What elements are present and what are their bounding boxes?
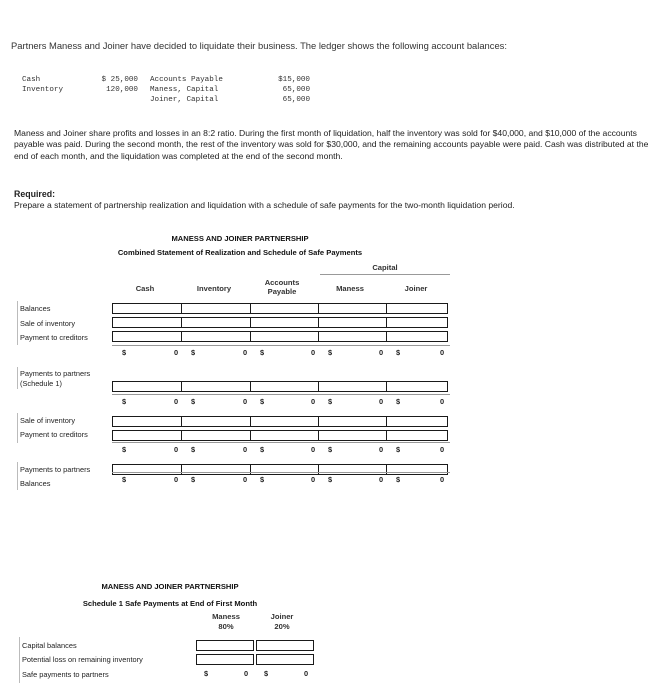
subtotal3-cash-currency: $ [122, 445, 127, 454]
sale1-cash-input[interactable] [112, 317, 182, 328]
paypartners2-inventory-input[interactable] [181, 464, 251, 475]
capital-header: Capital [372, 263, 398, 272]
final-balance-inventory-value: 0 [243, 475, 248, 484]
final-balance-maness-value: 0 [379, 475, 384, 484]
paypartners1-cash-input[interactable] [112, 381, 182, 392]
subtotal2-joiner-value: 0 [440, 397, 445, 406]
subtotal2-accounts-payable-value: 0 [311, 397, 316, 406]
paycred2-accounts-payable-input[interactable] [250, 430, 319, 441]
final-balance-cash-currency: $ [122, 475, 127, 484]
subtotal3-maness-currency: $ [328, 445, 333, 454]
subtotal2-rule [112, 394, 450, 395]
ledger-left-labels [22, 75, 63, 95]
row-label-paycred1: Payment to creditors [20, 333, 88, 342]
balances-cash-input[interactable] [112, 303, 182, 314]
balances-inventory-input[interactable] [181, 303, 251, 314]
safe-payment-joiner-value: 0 [304, 669, 309, 678]
subtotal2-cash-currency: $ [122, 397, 127, 406]
row-label-paypartners1: Payments to partners (Schedule 1) [20, 369, 91, 388]
row-label-paypartners2: Payments to partners [20, 465, 91, 474]
label-group-0 [17, 301, 112, 345]
subtotal3-cash-value: 0 [174, 445, 179, 454]
required-text: Prepare a statement of partnership realization and liquidation with a schedule of safe payments for the two-month liquidation period. [14, 200, 515, 210]
paypartners1-maness-input[interactable] [318, 381, 387, 392]
table1-title: MANESS AND JOINER PARTNERSHIP [171, 234, 309, 243]
label-group-3 [17, 462, 112, 490]
subtotal1-accounts-payable-currency: $ [260, 348, 265, 357]
subtotal2-maness-value: 0 [379, 397, 384, 406]
table2-subtitle: Schedule 1 Safe Payments at End of First Month [82, 599, 258, 608]
ledger-value-inventory: 120,000 [106, 86, 138, 94]
table2-title: MANESS AND JOINER PARTNERSHIP [101, 582, 239, 591]
subtotal2-joiner-currency: $ [396, 397, 401, 406]
paycred1-maness-input[interactable] [318, 331, 387, 342]
sale2-inventory-input[interactable] [181, 416, 251, 427]
capital-balance-joiner-input[interactable] [256, 640, 314, 651]
intro-text: Partners Maness and Joiner have decided to liquidate their business. The ledger shows the following account balances: [11, 40, 507, 51]
col-inventory: Inventory [196, 284, 232, 293]
row-label-paycred2: Payment to creditors [20, 430, 88, 439]
balances-joiner-input[interactable] [386, 303, 448, 314]
row-label-balances: Balances [20, 304, 51, 313]
balances-maness-input[interactable] [318, 303, 387, 314]
potential-loss-joiner-input[interactable] [256, 654, 314, 665]
required-heading: Required: [14, 189, 56, 199]
ledger-value-cash: $ 25,000 [101, 76, 138, 84]
paycred2-cash-input[interactable] [112, 430, 182, 441]
sale1-accounts-payable-input[interactable] [250, 317, 319, 328]
paycred1-inventory-input[interactable] [181, 331, 251, 342]
subtotal1-cash-value: 0 [174, 348, 179, 357]
sale1-maness-input[interactable] [318, 317, 387, 328]
ledger-value-maness: 65,000 [282, 86, 310, 94]
sale2-accounts-payable-input[interactable] [250, 416, 319, 427]
ledger-label-ap: Accounts Payable [150, 76, 223, 84]
subtotal2-cash-value: 0 [174, 397, 179, 406]
sale1-inventory-input[interactable] [181, 317, 251, 328]
ledger-label-joiner: Joiner, Capital [150, 96, 219, 104]
final-balance-accounts-payable-value: 0 [311, 475, 316, 484]
col-cash: Cash [135, 284, 155, 293]
final-balance-rule [112, 472, 450, 473]
paycred2-joiner-input[interactable] [386, 430, 448, 441]
balances-accounts-payable-input[interactable] [250, 303, 319, 314]
subtotal2-inventory-currency: $ [191, 397, 196, 406]
paypartners1-accounts-payable-input[interactable] [250, 381, 319, 392]
row-label-final-balances: Balances [20, 479, 51, 488]
row-label-sale2: Sale of inventory [20, 416, 76, 425]
subtotal1-inventory-currency: $ [191, 348, 196, 357]
subtotal1-maness-currency: $ [328, 348, 333, 357]
paypartners2-maness-input[interactable] [318, 464, 387, 475]
paycred1-accounts-payable-input[interactable] [250, 331, 319, 342]
t2-col-joiner-pct: 20% [274, 622, 290, 631]
ledger-right-labels [150, 75, 223, 105]
subtotal3-maness-value: 0 [379, 445, 384, 454]
ledger-value-ap: $15,000 [278, 76, 310, 84]
paypartners2-accounts-payable-input[interactable] [250, 464, 319, 475]
capital-underline [320, 274, 450, 275]
col-maness: Maness [336, 284, 364, 293]
final-balance-accounts-payable-currency: $ [260, 475, 265, 484]
paypartners2-joiner-input[interactable] [386, 464, 448, 475]
final-balance-joiner-value: 0 [440, 475, 445, 484]
t2-row-potential-loss: Potential loss on remaining inventory [22, 655, 143, 664]
paypartners2-cash-input[interactable] [112, 464, 182, 475]
paycred1-cash-input[interactable] [112, 331, 182, 342]
subtotal3-inventory-value: 0 [243, 445, 248, 454]
subtotal1-joiner-currency: $ [396, 348, 401, 357]
paypartners1-inventory-input[interactable] [181, 381, 251, 392]
subtotal1-accounts-payable-value: 0 [311, 348, 316, 357]
paycred2-maness-input[interactable] [318, 430, 387, 441]
subtotal3-joiner-value: 0 [440, 445, 445, 454]
t2-col-maness-pct: 80% [218, 622, 234, 631]
safe-payment-maness-currency: $ [204, 669, 209, 678]
ledger-label-maness: Maness, Capital [150, 86, 219, 94]
col-accounts-payable: Accounts Payable [264, 278, 300, 296]
t2-col-joiner: Joiner [270, 612, 294, 621]
problem-paragraph: Maness and Joiner share profits and losses in an 8:2 ratio. During the first month of liquidation, half the inventory was sold for $40,000, and $10,000 of the accounts payable was paid. During the second month, the rest of the inventory was sold for $30,000, and the remaining accounts payable were paid. Cash was distributed at the end of each month, and the liquidation was completed at the end of the second month. [14, 128, 649, 161]
paycred2-inventory-input[interactable] [181, 430, 251, 441]
t2-label-group [19, 637, 196, 683]
potential-loss-maness-input[interactable] [196, 654, 254, 665]
label-group-2 [17, 413, 112, 443]
subtotal3-inventory-currency: $ [191, 445, 196, 454]
final-balance-maness-currency: $ [328, 475, 333, 484]
paycred1-joiner-input[interactable] [386, 331, 448, 342]
subtotal1-joiner-value: 0 [440, 348, 445, 357]
table1-subtitle: Combined Statement of Realization and Schedule of Safe Payments [117, 248, 363, 257]
sale2-joiner-input[interactable] [386, 416, 448, 427]
t2-row-capital-balances: Capital balances [22, 641, 77, 650]
paypartners1-joiner-input[interactable] [386, 381, 448, 392]
subtotal2-maness-currency: $ [328, 397, 333, 406]
subtotal1-maness-value: 0 [379, 348, 384, 357]
sale2-cash-input[interactable] [112, 416, 182, 427]
subtotal3-accounts-payable-currency: $ [260, 445, 265, 454]
col-joiner: Joiner [404, 284, 428, 293]
label-group-1 [17, 367, 112, 389]
ledger-label-inventory: Inventory [22, 86, 64, 94]
safe-payment-joiner-currency: $ [264, 669, 269, 678]
t2-col-maness: Maness [212, 612, 240, 621]
subtotal3-joiner-currency: $ [396, 445, 401, 454]
ledger-label-cash: Cash [22, 76, 41, 84]
t2-row-safe-payments: Safe payments to partners [22, 670, 109, 679]
final-balance-cash-value: 0 [174, 475, 179, 484]
subtotal1-rule [112, 345, 450, 346]
safe-payment-maness-value: 0 [244, 669, 249, 678]
subtotal2-inventory-value: 0 [243, 397, 248, 406]
row-label-sale1: Sale of inventory [20, 319, 76, 328]
ledger-value-joiner: 65,000 [282, 96, 310, 104]
capital-balance-maness-input[interactable] [196, 640, 254, 651]
subtotal1-cash-currency: $ [122, 348, 127, 357]
final-balance-joiner-currency: $ [396, 475, 401, 484]
subtotal2-accounts-payable-currency: $ [260, 397, 265, 406]
final-balance-inventory-currency: $ [191, 475, 196, 484]
ledger-left-values [92, 75, 138, 95]
sale1-joiner-input[interactable] [386, 317, 448, 328]
sale2-maness-input[interactable] [318, 416, 387, 427]
subtotal1-inventory-value: 0 [243, 348, 248, 357]
subtotal3-accounts-payable-value: 0 [311, 445, 316, 454]
ledger-right-values [268, 75, 310, 105]
subtotal3-rule [112, 442, 450, 443]
